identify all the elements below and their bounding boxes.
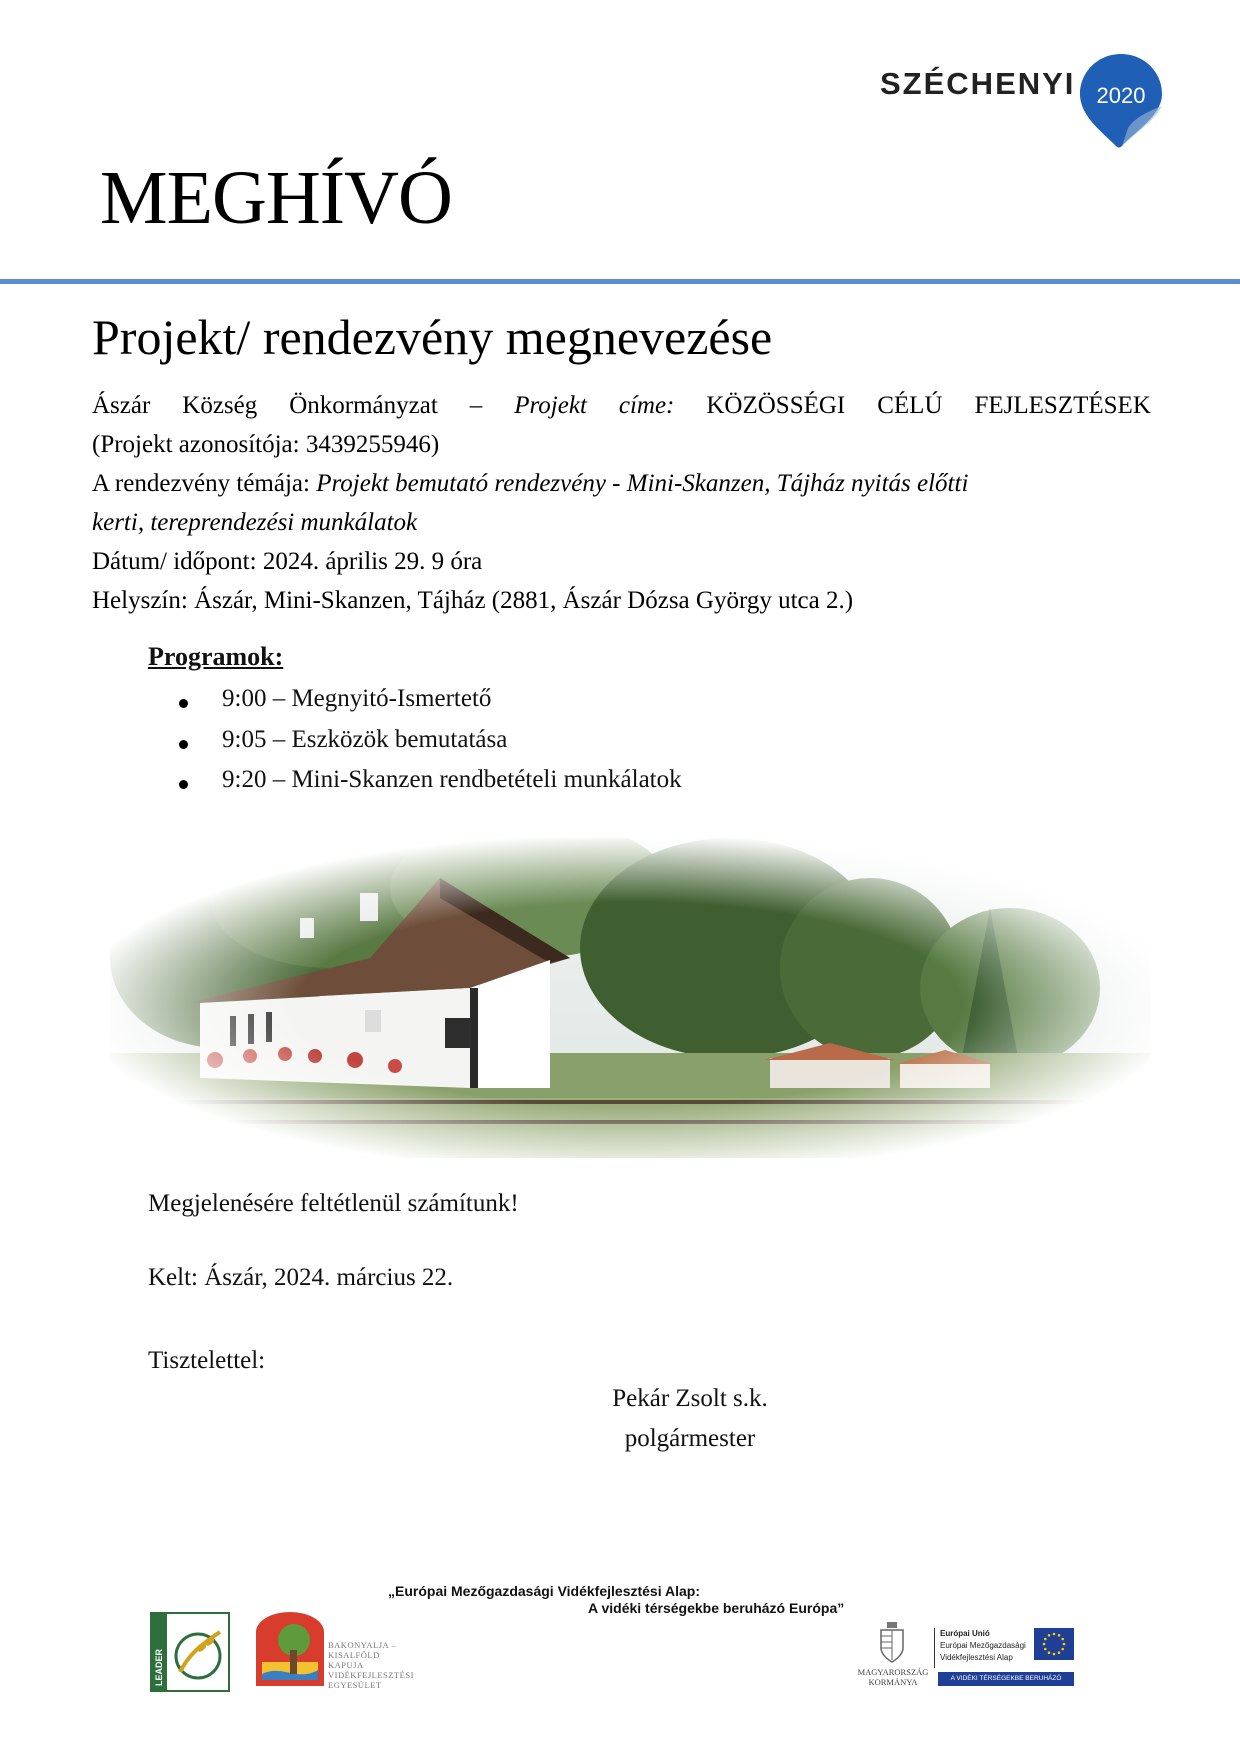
bullet-icon bbox=[179, 780, 188, 789]
szechenyi-pin-logo bbox=[1076, 50, 1166, 150]
topic-text: Projekt bemutató rendezvény - Mini-Skanzen, Tájház nyitás előtti bbox=[316, 470, 969, 497]
bakonyalja-line: EGYESÜLET bbox=[328, 1680, 382, 1690]
eu-line: Európai Mezőgazdasági bbox=[940, 1641, 1026, 1650]
project-id: (Projekt azonosítója: 3439255946) bbox=[92, 431, 440, 458]
eu-text bbox=[940, 1628, 1026, 1664]
topic-text-2: kerti, tereprendezési munkálatok bbox=[92, 509, 418, 536]
fund-motto-line2: A vidéki térségekbe beruházó Európa” bbox=[588, 1600, 845, 1616]
leader-text: LEADER bbox=[154, 1648, 164, 1686]
title-word: FEJLESZTÉSEK bbox=[974, 392, 1151, 419]
org-word: Község bbox=[182, 392, 258, 419]
issue-date: Kelt: Ászár, 2024. március 22. bbox=[148, 1264, 454, 1291]
government-text bbox=[850, 1667, 936, 1687]
hungarian-crest-icon bbox=[878, 1622, 906, 1664]
org-word: – bbox=[469, 392, 483, 419]
eu-motto-bar: A VIDÉKI TÉRSÉGEKBE BERUHÁZÓ EURÓPA bbox=[938, 1672, 1074, 1686]
szechenyi-year: 2020 bbox=[1096, 83, 1146, 108]
title-word: CÉLÚ bbox=[877, 392, 943, 419]
bakonyalja-line: BAKONYALJA – bbox=[328, 1640, 397, 1650]
header-divider bbox=[0, 279, 1240, 284]
eu-divider bbox=[934, 1628, 935, 1668]
org-word: Önkormányzat bbox=[289, 392, 438, 419]
fund-motto-line1: „Európai Mezőgazdasági Vidékfejlesztési Alap: bbox=[388, 1583, 700, 1599]
bakonyalja-line: KISALFÖLD bbox=[328, 1650, 380, 1660]
government-line: KORMÁNYA bbox=[868, 1677, 918, 1687]
program-text: 9:20 – Mini-Skanzen rendbetételi munkálatok bbox=[222, 766, 682, 793]
eu-line: Vidékfejlesztési Alap bbox=[940, 1653, 1013, 1662]
program-item bbox=[186, 726, 507, 754]
leader-logo bbox=[150, 1612, 230, 1692]
greeting: Tisztelettel: bbox=[148, 1347, 266, 1374]
bullet-icon bbox=[179, 740, 188, 749]
event-datetime: Dátum/ időpont: 2024. április 29. 9 óra bbox=[92, 548, 483, 575]
bakonyalja-line: VIDÉKFEJLESZTÉSI bbox=[328, 1670, 414, 1680]
tajhaz-photo bbox=[110, 838, 1150, 1158]
event-location: Helyszín: Ászár, Mini-Skanzen, Tájház (2881, Ászár Dózsa György utca 2.) bbox=[92, 587, 854, 614]
program-text: 9:00 – Megnyitó-Ismertető bbox=[222, 685, 492, 712]
bakonyalja-line: KAPUJA bbox=[328, 1660, 364, 1670]
program-item bbox=[186, 766, 682, 794]
bakonyalja-text bbox=[328, 1640, 414, 1690]
project-title-line bbox=[92, 386, 1151, 425]
signer-name: Pekár Zsolt s.k. bbox=[612, 1385, 768, 1412]
topic-line bbox=[92, 464, 968, 503]
title-label-word: Projekt bbox=[514, 392, 587, 419]
section-heading: Projekt/ rendezvény megnevezése bbox=[92, 309, 773, 365]
closing-line: Megjelenésére feltétlenül számítunk! bbox=[148, 1190, 519, 1217]
bullet-icon bbox=[179, 699, 188, 708]
org-word: Ászár bbox=[92, 392, 151, 419]
title-word: KÖZÖSSÉGI bbox=[706, 392, 846, 419]
program-text: 9:05 – Eszközök bemutatása bbox=[222, 726, 508, 753]
bakonyalja-logo bbox=[252, 1612, 328, 1688]
signer-role: polgármester bbox=[624, 1425, 756, 1452]
programs-title: Programok: bbox=[148, 642, 284, 671]
eu-line: Európai Unió bbox=[940, 1629, 990, 1638]
topic-label: A rendezvény témája: bbox=[92, 470, 317, 497]
program-item bbox=[186, 685, 491, 713]
szechenyi-logo-text: SZÉCHENYI bbox=[880, 66, 1076, 101]
title-label-word: címe: bbox=[618, 392, 675, 419]
government-line: MAGYARORSZÁG bbox=[857, 1667, 929, 1677]
eu-flag-icon bbox=[1034, 1628, 1074, 1660]
page-title: MEGHÍVÓ bbox=[100, 156, 452, 240]
topic-line-2 bbox=[92, 503, 417, 542]
